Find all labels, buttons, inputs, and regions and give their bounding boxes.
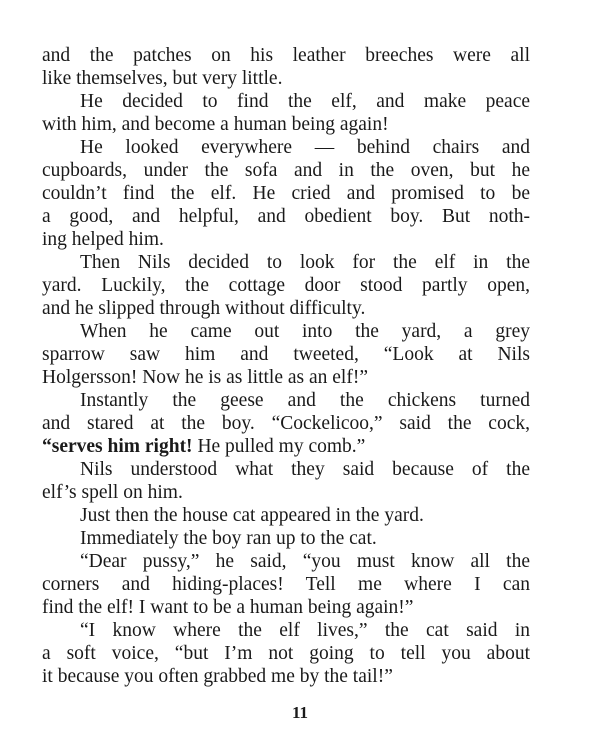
text-segment: Then Nils decided to look for the elf in the [80,252,530,273]
text-line [42,205,530,228]
text-segment: like themselves, but very little. [42,68,283,89]
text-line [42,297,530,320]
text-line [42,435,530,458]
text-line [42,136,530,159]
text-segment: yard. Luckily, the cottage door stood partly open, [42,275,530,296]
text-line [42,228,530,251]
text-segment: “I know where the elf lives,” the cat said in [80,620,530,641]
text-line [42,504,530,527]
text-line [42,274,530,297]
text-segment: a soft voice, “but I’m not going to tell you about [42,643,530,664]
text-segment: sparrow saw him and tweeted, “Look at Nils [42,344,530,365]
text-segment: “Dear pussy,” he said, “you must know all the [80,551,530,572]
text-line [42,596,530,619]
text-line [42,366,530,389]
text-line [42,320,530,343]
text-segment: Instantly the geese and the chickens turned [80,390,530,411]
text-segment: Holgersson! Now he is as little as an elf!” [42,367,368,388]
text-line [42,665,530,688]
text-segment: find the elf! I want to be a human being again!” [42,597,414,618]
text-line [42,44,530,67]
text-segment: couldn’t find the elf. He cried and promised to be [42,183,530,204]
text-segment: and stared at the boy. “Cockelicoo,” said the cock, [42,413,530,434]
text-line [42,251,530,274]
text-line [42,67,530,90]
text-segment: and he slipped through without difficulty. [42,298,366,319]
page-number: 11 [291,703,309,722]
text-segment: He looked everywhere — behind chairs and [80,137,530,158]
text-segment: Immediately the boy ran up to the cat. [80,528,377,549]
text-segment: elf’s spell on him. [42,482,183,503]
text-line [42,159,530,182]
text-line [42,412,530,435]
text-segment: corners and hiding-places! Tell me where I can [42,574,530,595]
text-line [42,113,530,136]
text-line [42,182,530,205]
text-segment: a good, and helpful, and obedient boy. But noth- [42,206,530,227]
text-line [42,458,530,481]
text-segment: Just then the house cat appeared in the yard. [80,505,424,526]
text-segment: it because you often grabbed me by the tail!” [42,666,393,687]
text-segment: with him, and become a human being again! [42,114,389,135]
text-segment: and the patches on his leather breeches were all [42,45,530,66]
text-line [42,481,530,504]
bold-phrase: “serves him right! [42,436,193,457]
text-line [42,573,530,596]
text-line [42,389,530,412]
text-line [42,90,530,113]
text-line [42,550,530,573]
text-segment: He decided to find the elf, and make peace [80,91,530,112]
text-line [42,619,530,642]
text-line [42,343,530,366]
text-segment: When he came out into the yard, a grey [80,321,530,342]
book-page-text [42,44,530,688]
text-line [42,527,530,550]
text-segment: cupboards, under the sofa and in the oven, but he [42,160,530,181]
text-line [42,642,530,665]
text-segment: ing helped him. [42,229,164,250]
text-segment: Nils understood what they said because of the [80,459,530,480]
text-segment: He pulled my comb.” [192,436,366,457]
